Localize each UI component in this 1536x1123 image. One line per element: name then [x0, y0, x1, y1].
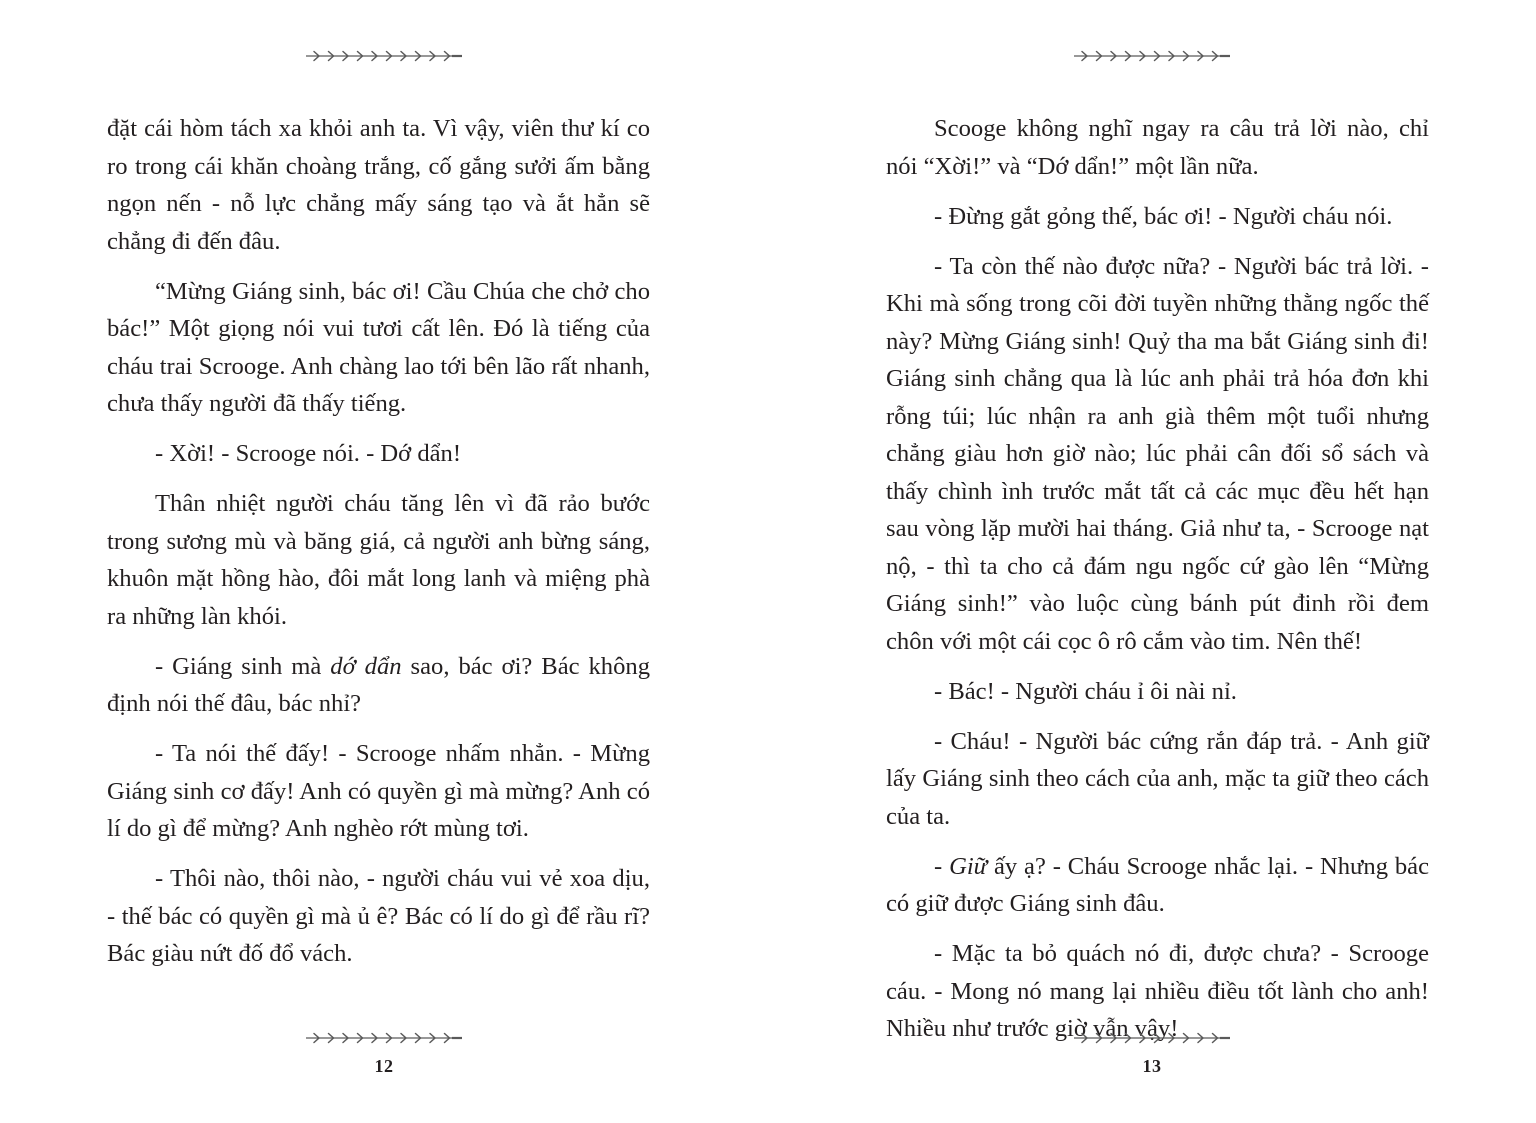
bottom-ornament — [1072, 1031, 1232, 1045]
page-number: 13 — [1142, 1056, 1162, 1076]
italic-text: dớ dẩn — [330, 652, 402, 680]
arrow-ornament-icon — [1072, 1031, 1232, 1045]
paragraph — [886, 673, 1429, 711]
top-ornament — [304, 49, 464, 63]
arrow-ornament-icon — [304, 49, 464, 63]
text-run: - Ta còn thế nào được nữa? - Người bác trả lời. - Khi mà sống trong cõi đời tuyền những thằng ngốc thế này? Mừng Giáng sinh! Quỷ tha ma bắt Giáng sinh đi! Giáng sinh chẳng qua là lúc anh phải trả hóa đơn khi rỗng túi; lúc nhận ra anh già thêm một tuổi nhưng chẳng giàu hơn giờ nào; lúc phải cân đối sổ sách và thấy chình ình trước mắt tất cả các mục đều hết hạn sau vòng lặp mười hai tháng. Giả như ta, - Scrooge nạt nộ, - thì ta cho cả đám ngu ngốc cứ gào lên “Mừng Giáng sinh!” vào luộc cùng bánh pút đinh rồi đem chôn với một cái cọc ô rô cắm vào tim. Nên thế! — [886, 252, 1429, 655]
right-page — [768, 0, 1536, 1123]
paragraph — [886, 248, 1429, 661]
paragraph — [107, 435, 650, 473]
text-run: sao, bác ơi? Bác không định nói thế đâu, bác nhỉ? — [107, 652, 650, 717]
paragraph — [107, 735, 650, 848]
left-page-text — [107, 110, 650, 985]
paragraph — [886, 198, 1429, 236]
text-run: đặt cái hòm tách xa khỏi anh ta. Vì vậy, viên thư kí co ro trong cái khăn choàng trắng, cố gắng sưởi ấm bằng ngọn nến - nỗ lực chẳng mấy sáng tạo và ắt hẳn sẽ chẳng đi đến đâu. — [107, 115, 650, 255]
text-run: - — [934, 852, 950, 880]
paragraph — [107, 273, 650, 423]
paragraph — [107, 485, 650, 635]
text-run: Thân nhiệt người cháu tăng lên vì đã rảo bước trong sương mù và băng giá, cả người anh bừng sáng, khuôn mặt hồng hào, đôi mắt long lanh và miệng phà ra những làn khói. — [107, 490, 650, 630]
page-number: 12 — [374, 1056, 394, 1076]
text-run: - Thôi nào, thôi nào, - người cháu vui vẻ xoa dịu, - thế bác có quyền gì mà ủ ê? Bác có lí do gì để rầu rĩ? Bác giàu nứt đố đổ vách. — [107, 865, 650, 967]
text-run: - Giáng sinh mà — [155, 652, 331, 680]
arrow-ornament-icon — [1072, 49, 1232, 63]
text-run: - Ta nói thế đấy! - Scrooge nhấm nhẳn. - Mừng Giáng sinh cơ đấy! Anh có quyền gì mà mừng? Anh có lí do gì để mừng? Anh nghèo rớt mùng tơi. — [107, 740, 650, 842]
text-run: ấy ạ? - Cháu Scrooge nhắc lại. - Nhưng bác có giữ được Giáng sinh đâu. — [886, 852, 1429, 917]
top-ornament — [1072, 49, 1232, 63]
text-run: - Xời! - Scrooge nói. - Dớ dẩn! — [155, 440, 462, 467]
paragraph — [107, 110, 650, 260]
paragraph — [886, 723, 1429, 836]
arrow-ornament-icon — [304, 1031, 464, 1045]
italic-text: Giữ — [949, 852, 988, 880]
text-run: Scooge không nghĩ ngay ra câu trả lời nào, chỉ nói “Xời!” và “Dớ dẩn!” một lần nữa. — [886, 115, 1429, 180]
paragraph — [107, 860, 650, 973]
text-run: - Đừng gắt gỏng thế, bác ơi! - Người cháu nói. — [934, 202, 1393, 230]
right-page-text — [886, 110, 1429, 1060]
text-run: - Cháu! - Người bác cứng rắn đáp trả. - Anh giữ lấy Giáng sinh theo cách của anh, mặc ta giữ theo cách của ta. — [886, 727, 1429, 830]
paragraph — [107, 648, 650, 723]
bottom-ornament — [304, 1031, 464, 1045]
text-run: - Mặc ta bỏ quách nó đi, được chưa? - Scrooge cáu. - Mong nó mang lại nhiều điều tốt lành cho anh! Nhiều như trước giờ vẫn vậy! — [886, 940, 1429, 1042]
text-run: “Mừng Giáng sinh, bác ơi! Cầu Chúa che chở cho bác!” Một giọng nói vui tươi cất lên. Đó là tiếng của cháu trai Scrooge. Anh chàng lao tới bên lão rất nhanh, chưa thấy người đã thấy tiếng. — [107, 277, 650, 417]
text-run: - Bác! - Người cháu ỉ ôi nài nỉ. — [934, 677, 1237, 705]
paragraph — [886, 110, 1429, 185]
paragraph — [886, 848, 1429, 923]
